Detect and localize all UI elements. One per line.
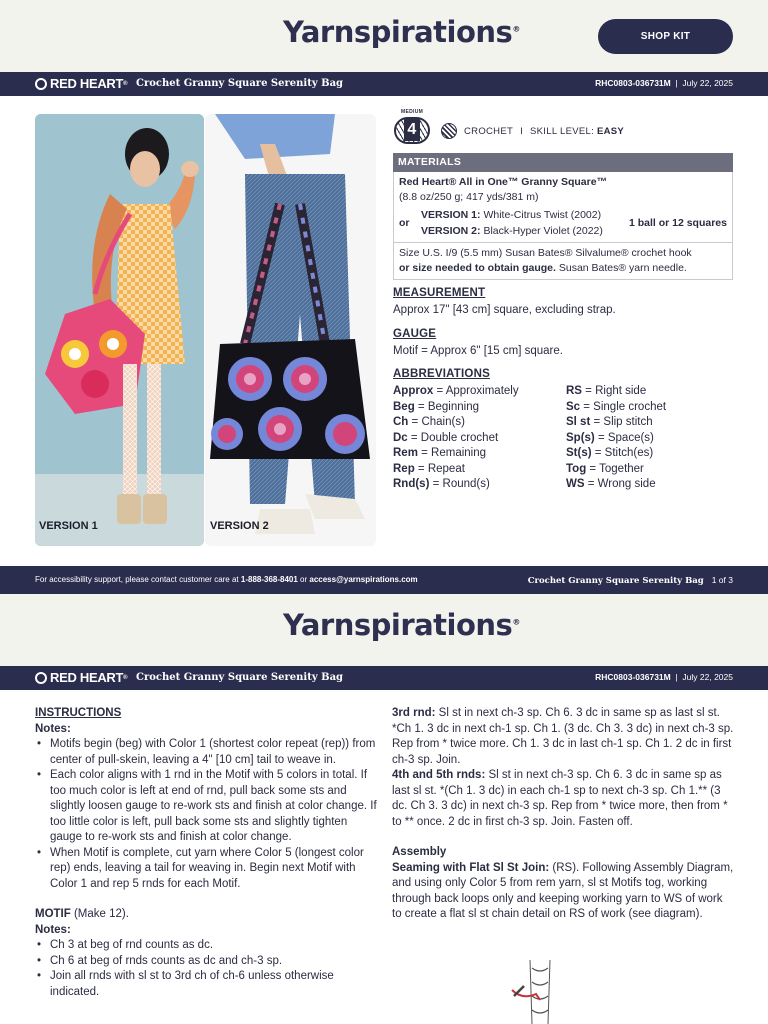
version-1-color: VERSION 1: White-Citrus Twist (2002) — [421, 209, 602, 222]
motif-notes-label: Notes: — [35, 923, 71, 936]
abbreviations-left — [393, 384, 519, 493]
meta-separator: I — [520, 125, 524, 137]
measurement-text: Approx 17" [43 cm] square, excluding strap. — [393, 304, 616, 316]
page1-navbar — [0, 72, 768, 96]
pattern-title: Crochet Granny Square Serenity Bag — [136, 672, 344, 683]
yarn-weight: (8.8 oz/250 g; 417 yds/381 m) — [399, 191, 539, 204]
motif-notes-list — [35, 938, 377, 1000]
pattern-title: Crochet Granny Square Serenity Bag — [136, 78, 344, 89]
version-1-photo — [35, 114, 204, 546]
footer-page-info: Crochet Granny Square Serenity Bag 1 of 3 — [527, 575, 733, 586]
version-2-label: VERSION 2 — [210, 520, 269, 532]
note-item: • Join all rnds with sl st to 3rd ch of ch-6 unless otherwise indicated. — [35, 969, 377, 1000]
assembly-heading: Assembly — [392, 846, 447, 858]
note-item: • Ch 3 at beg of rnd counts as dc. — [35, 938, 377, 954]
abbreviation-item: Dc = Double crochet — [393, 431, 499, 444]
page2-header-band — [0, 594, 768, 666]
rounds-4-5: 4th and 5th rnds: Sl st in next ch-3 sp. Ch 6. 3 dc in same sp as last sl st. *(Ch 1. 3 dc) in each ch-1 sp to next ch-3 sp. Ch 1.** (3 dc. Ch 3. 3 dc) in next ch-3 sp. Rep from * twice more, then from * to ** once. 2 dc in first ch-3 sp. Join. Fasten off. — [392, 769, 728, 828]
pattern-code: RHC0803-036731M | July 22, 2025 — [595, 672, 733, 682]
abbreviations-right — [566, 384, 666, 493]
abbreviation-item: Sl st = Slip stitch — [566, 416, 653, 428]
page2-navbar — [0, 666, 768, 690]
abbreviation-item: Rem = Remaining — [393, 447, 487, 459]
gauge-heading: GAUGE — [393, 328, 437, 340]
materials-tools — [394, 242, 732, 279]
page1-footer — [0, 566, 768, 594]
yarnspirations-logo[interactable]: Yarnspirations® — [283, 15, 520, 49]
version-2-illustration — [205, 114, 376, 546]
gauge-text: Motif = Approx 6" [15 cm] square. — [393, 345, 563, 357]
seaming-instructions: Seaming with Flat Sl St Join: (RS). Following Assembly Diagram, and using only Color 5 from rem yarn, sl st Motifs tog, working through back loops only and keeping working yarn to WS of work to create a flat sl st chain detail on RS of work (see diagram). — [392, 861, 734, 920]
or-label: or — [399, 217, 410, 230]
materials-versions — [394, 208, 732, 241]
skill-level-value: EASY — [596, 125, 625, 137]
red-heart-logo: RED HEART ® — [35, 76, 127, 91]
skill-level-label: SKILL LEVEL: — [530, 125, 595, 137]
heart-icon — [35, 78, 47, 90]
note-item: • Ch 6 at beg of rnds counts as dc and ch-3 sp. — [35, 954, 377, 970]
abbreviation-item: Sp(s) = Space(s) — [566, 431, 654, 444]
note-item: • When Motif is complete, cut yarn where Color 5 (longest color rep) ends, leaving a tail for weaving in. Begin next Motif with Color 1 and rep 5 rnds for each Motif. — [35, 846, 377, 893]
abbreviation-item: St(s) = Stitch(es) — [566, 447, 654, 459]
shop-kit-button[interactable]: SHOP KIT — [598, 19, 733, 54]
notes-list — [35, 737, 377, 892]
yarnspirations-logo[interactable]: Yarnspirations® — [283, 608, 520, 642]
abbreviation-item: Sc = Single crochet — [566, 400, 667, 413]
support-email-link[interactable]: access@yarnspirations.com — [309, 575, 418, 584]
abbreviation-item: WS = Wrong side — [566, 478, 656, 490]
hook: Size U.S. I/9 (5.5 mm) Susan Bates® Silvalume® crochet hook — [399, 246, 692, 259]
motif-heading: MOTIF (Make 12). — [35, 908, 129, 920]
abbreviations-heading: ABBREVIATIONS — [393, 368, 490, 380]
instructions-heading: INSTRUCTIONS — [35, 707, 122, 719]
medium-weight-yarn-icon: MEDIUM 4 — [393, 116, 431, 146]
version-2-color: VERSION 2: Black-Hyper Violet (2022) — [421, 224, 603, 237]
materials-table — [393, 172, 733, 280]
abbreviation-item: Approx = Approximately — [393, 385, 519, 397]
version-1-illustration — [35, 114, 204, 546]
abbreviation-item: Tog = Together — [566, 462, 644, 475]
round-3: 3rd rnd: Sl st in next ch-3 sp. Ch 6. 3 dc in same sp as last sl st. *Ch 1. 3 dc in next ch-1 sp. Ch 1. (3 dc. Ch 3. 3 dc) in next ch-3 sp. Rep from * twice more. Ch 1. 3 dc in last ch-1 sp. Ch 1. 2 dc in first ch-3 sp. Join. — [392, 707, 734, 766]
abbreviation-item: Rep = Repeat — [393, 462, 465, 475]
instructions-left-column — [35, 706, 377, 1000]
heart-icon — [35, 672, 47, 684]
yarn-quantity: 1 ball or 12 squares — [628, 217, 727, 230]
note-item: • Each color aligns with 1 rnd in the Motif with 5 colors in total. If too much color is left at end of rnd, pull back some sts and slightly loosen gauge to re-work sts and finish at color change. If too little color is left, pull back some sts and slightly tighten gauge to re-work sts and finish at color change. — [35, 768, 377, 846]
materials-yarn — [394, 172, 732, 208]
materials-header: MATERIALS — [393, 153, 733, 172]
note-item: • Motifs begin (beg) with Color 1 (shortest color repeat (rep)) from center of pull-skein, leaving a 4" [10 cm] tail to weave in. — [35, 737, 377, 768]
instructions-right-column — [392, 706, 734, 923]
red-heart-logo: RED HEART ® — [35, 670, 127, 685]
abbreviation-item: Rnd(s) = Round(s) — [393, 478, 490, 490]
page1-header-band — [0, 0, 768, 72]
version-1-label: VERSION 1 — [39, 520, 98, 532]
crochet-icon — [441, 123, 457, 139]
abbreviation-item: Ch = Chain(s) — [393, 416, 465, 428]
technique: CROCHET — [464, 125, 514, 137]
pattern-code: RHC0803-036731M | July 22, 2025 — [595, 78, 733, 88]
gauge-needle: or size needed to obtain gauge. Susan Bates® yarn needle. — [399, 262, 687, 275]
notes-label: Notes: — [35, 722, 71, 735]
measurement-heading: MEASUREMENT — [393, 287, 486, 299]
support-phone-link[interactable]: 1-888-368-8401 — [240, 575, 298, 584]
accessibility-support: For accessibility support, please contact customer care at 1-888-368-8401 or access@yarnspirations.com — [35, 575, 418, 584]
pattern-meta — [393, 109, 625, 146]
version-2-photo — [205, 114, 376, 546]
yarn-name: Red Heart® All in One™ Granny Square™ — [399, 176, 608, 188]
abbreviation-item: Beg = Beginning — [393, 400, 479, 413]
assembly-diagram — [510, 960, 562, 1024]
abbreviation-item: RS = Right side — [566, 385, 647, 397]
